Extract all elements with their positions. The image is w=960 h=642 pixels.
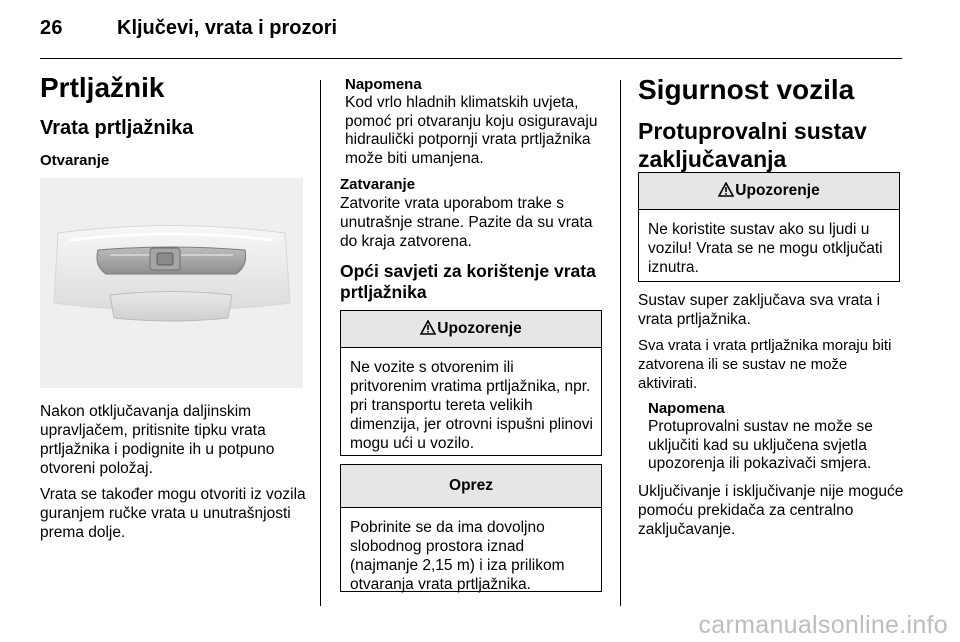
left-paragraph-2: Vrata se također mogu otvoriti iz vozila guranjem ručke vrata u unutrašnjosti prema dolje. bbox=[40, 486, 306, 541]
right-paragraph-2: Sva vrata i vrata prtljažnika moraju biti zatvorena ili se sustav ne može aktivirati. bbox=[638, 337, 892, 392]
warning-header bbox=[341, 311, 601, 348]
subheading-tailgate: Vrata prtljažnika bbox=[40, 117, 194, 139]
warning-header-right bbox=[639, 173, 899, 210]
header-divider bbox=[40, 58, 902, 59]
note-hazard-lights bbox=[638, 400, 904, 474]
right-column-body bbox=[638, 291, 904, 539]
left-column bbox=[40, 72, 310, 170]
note-title: Napomena bbox=[345, 76, 422, 93]
warning-title-right: Upozorenje bbox=[735, 182, 820, 199]
watermark: carmanualsonline.info bbox=[698, 611, 948, 639]
subheading-general-advice: Opći savjeti za korištenje vrata prtljažnika bbox=[340, 261, 596, 302]
tailgate-handle-illustration bbox=[40, 178, 303, 388]
left-paragraph-1: Nakon otključavanja daljinskim upravljačem, pritisnite tipku vrata prtljažnika i podignite ih u potpuno otvoreni položaj. bbox=[40, 403, 275, 477]
page-number: 26 bbox=[40, 17, 63, 39]
warning-text-right: Ne koristite sustav ako su ljudi u vozilu! Vrata se ne mogu otključati iznutra. bbox=[648, 221, 883, 276]
warning-title: Upozorenje bbox=[437, 320, 522, 337]
column-divider-right bbox=[620, 80, 621, 606]
warning-triangle-icon bbox=[420, 313, 436, 349]
chapter-title: Ključevi, vrata i prozori bbox=[117, 17, 338, 39]
caution-text: Pobrinite se da ima dovoljno slobodnog prostora iznad (najmanje 2,15 m) i iza prilikom otvaranja vrata prtljažnika. bbox=[350, 519, 565, 593]
caution-title: Oprez bbox=[341, 465, 601, 508]
column-divider-left bbox=[320, 80, 321, 606]
right-paragraph-3: Uključivanje i isključivanje nije moguće pomoću prekidača za centralno zaključavanje. bbox=[638, 482, 904, 538]
section-heading-vehicle-security: Sigurnost vozila bbox=[638, 74, 855, 105]
tailgate-handle-icon bbox=[40, 178, 303, 388]
left-column-body bbox=[40, 402, 312, 542]
note-title-right: Napomena bbox=[648, 400, 725, 417]
note-hydraulic bbox=[340, 76, 610, 168]
warning-text: Ne vozite s otvorenim ili pritvorenim vratima prtljažnika, npr. pri transportu tereta velikih dimenzija, jer otrovni ispušni plinovi mogu ući u vozilo. bbox=[350, 359, 593, 452]
right-paragraph-1: Sustav super zaključava sva vrata i vrata prtljažnika. bbox=[638, 292, 881, 328]
section-heading-trunk: Prtljažnik bbox=[40, 72, 165, 103]
note-text-right: Protuprovalni sustav ne može se uključiti kad su uključena svjetla upozorenja ili pokazivači smjera. bbox=[648, 418, 873, 472]
warning-box-exhaust bbox=[340, 310, 602, 456]
caution-box bbox=[340, 464, 602, 592]
warning-box-people bbox=[638, 172, 900, 282]
warning-triangle-icon bbox=[718, 175, 734, 211]
right-column bbox=[638, 74, 908, 173]
subheading-closing: Zatvaranje bbox=[340, 176, 416, 193]
middle-column bbox=[340, 76, 610, 303]
closing-text: Zatvorite vrata uporabom trake s unutrašnje strane. Pazite da su vrata do kraja zatvorena. bbox=[340, 195, 593, 250]
subheading-opening: Otvaranje bbox=[40, 152, 110, 169]
subheading-anti-theft: Protuprovalni sustav zaključavanja bbox=[638, 118, 867, 172]
note-text: Kod vrlo hladnih klimatskih uvjeta, pomoć pri otvaranju koju osiguravaju hidraulički potpornji vrata prtljažnika može biti umanjena. bbox=[345, 94, 598, 167]
